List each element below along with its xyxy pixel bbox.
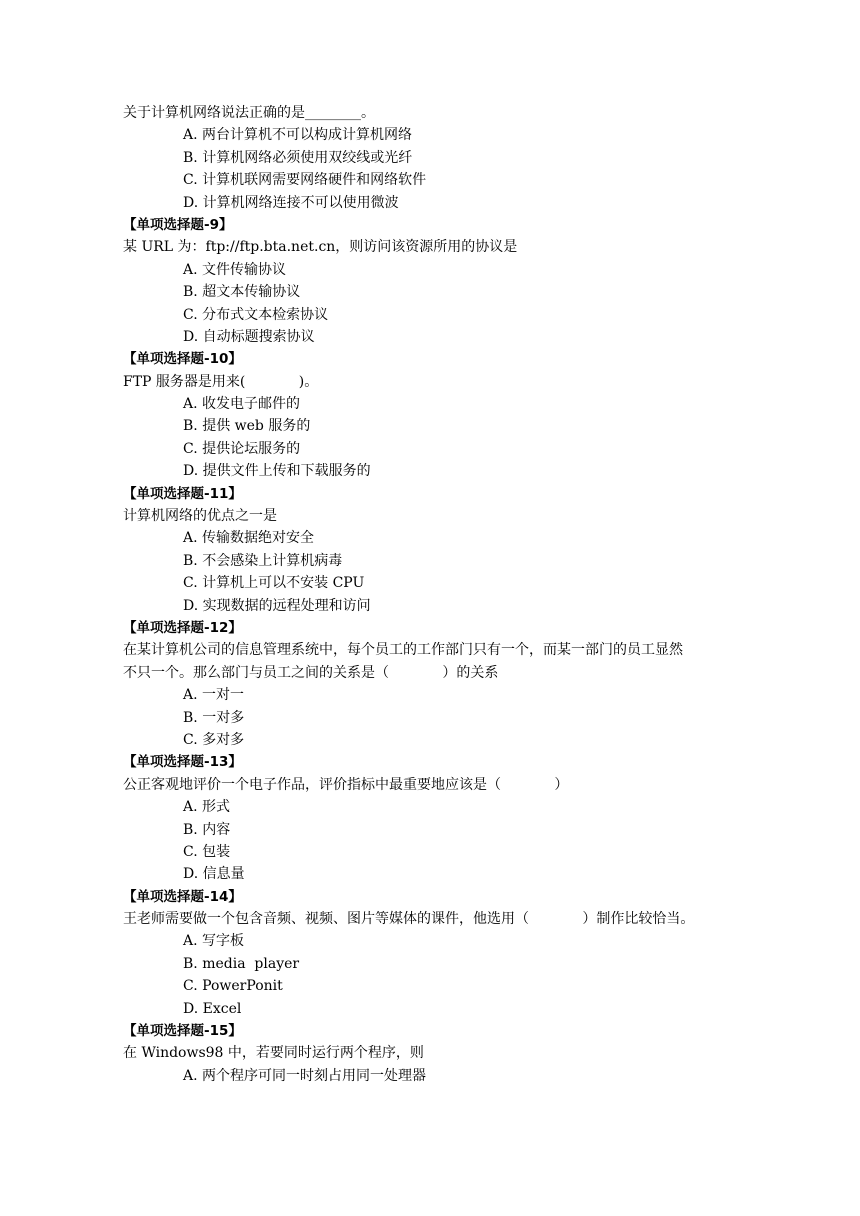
question-text: 公正客观地评价一个电子作品，评价指标中最重要地应该是（ ） [123, 776, 569, 793]
answer-option: D. Excel [183, 1000, 242, 1017]
question-header: 【单项选择题-11】 [123, 485, 242, 502]
answer-option: A. 两个程序可同一时刻占用同一处理器 [183, 1067, 427, 1084]
answer-option: B. 计算机网络必须使用双绞线或光纤 [183, 149, 413, 166]
answer-option: D. 实现数据的远程处理和访问 [183, 597, 371, 614]
question-header: 【单项选择题-15】 [123, 1023, 242, 1040]
answer-option: A. 形式 [183, 799, 231, 816]
answer-option: C. 计算机上可以不安装 CPU [183, 575, 365, 592]
question-header: 【单项选择题-9】 [123, 216, 233, 233]
question-text: FTP 服务器是用来( )。 [123, 373, 319, 390]
question-text: 王老师需要做一个包含音频、视频、图片等媒体的课件，他选用（ ）制作比较恰当。 [123, 911, 695, 928]
answer-option: D. 提供文件上传和下载服务的 [183, 463, 371, 480]
question-text: 某 URL 为：ftp://ftp.bta.net.cn，则访问该资源所用的协议是 [123, 239, 518, 256]
answer-option: B. 不会感染上计算机病毒 [183, 552, 343, 569]
answer-option: D. 计算机网络连接不可以使用微波 [183, 194, 399, 211]
answer-option: A. 传输数据绝对安全 [183, 530, 315, 547]
answer-option: B. 提供 web 服务的 [183, 418, 311, 435]
document-body [123, 102, 763, 1087]
question-text: 关于计算机网络说法正确的是________。 [123, 105, 375, 121]
answer-option: A. 收发电子邮件的 [183, 396, 301, 413]
answer-option: A. 两台计算机不可以构成计算机网络 [183, 127, 413, 144]
answer-option: D. 自动标题搜索协议 [183, 328, 315, 345]
question-text: 在某计算机公司的信息管理系统中，每个员工的工作部门只有一个，而某一部门的员工显然 [123, 642, 683, 659]
answer-option: B. 超文本传输协议 [183, 284, 301, 301]
question-text: 计算机网络的优点之一是 [123, 508, 277, 525]
answer-option: C. 计算机联网需要网络硬件和网络软件 [183, 172, 427, 189]
answer-option: A. 写字板 [183, 933, 245, 950]
answer-option: C. 多对多 [183, 731, 245, 748]
answer-option: D. 信息量 [183, 866, 245, 883]
answer-option: C. 包装 [183, 843, 231, 860]
question-header: 【单项选择题-13】 [123, 754, 242, 771]
question-text: 在 Windows98 中，若要同时运行两个程序，则 [123, 1045, 424, 1062]
answer-option: B. 内容 [183, 821, 231, 838]
answer-option: C. 提供论坛服务的 [183, 440, 301, 457]
answer-option: A. 一对一 [183, 687, 245, 704]
question-text: 不只一个。那么部门与员工之间的关系是（ ）的关系 [123, 664, 499, 681]
answer-option: A. 文件传输协议 [183, 261, 287, 278]
question-header: 【单项选择题-14】 [123, 888, 242, 905]
answer-option: C. 分布式文本检索协议 [183, 306, 329, 323]
answer-option: B. media player [183, 955, 300, 972]
question-header: 【单项选择题-10】 [123, 351, 242, 368]
answer-option: C. PowerPonit [183, 978, 283, 995]
question-header: 【单项选择题-12】 [123, 619, 242, 636]
answer-option: B. 一对多 [183, 709, 245, 726]
